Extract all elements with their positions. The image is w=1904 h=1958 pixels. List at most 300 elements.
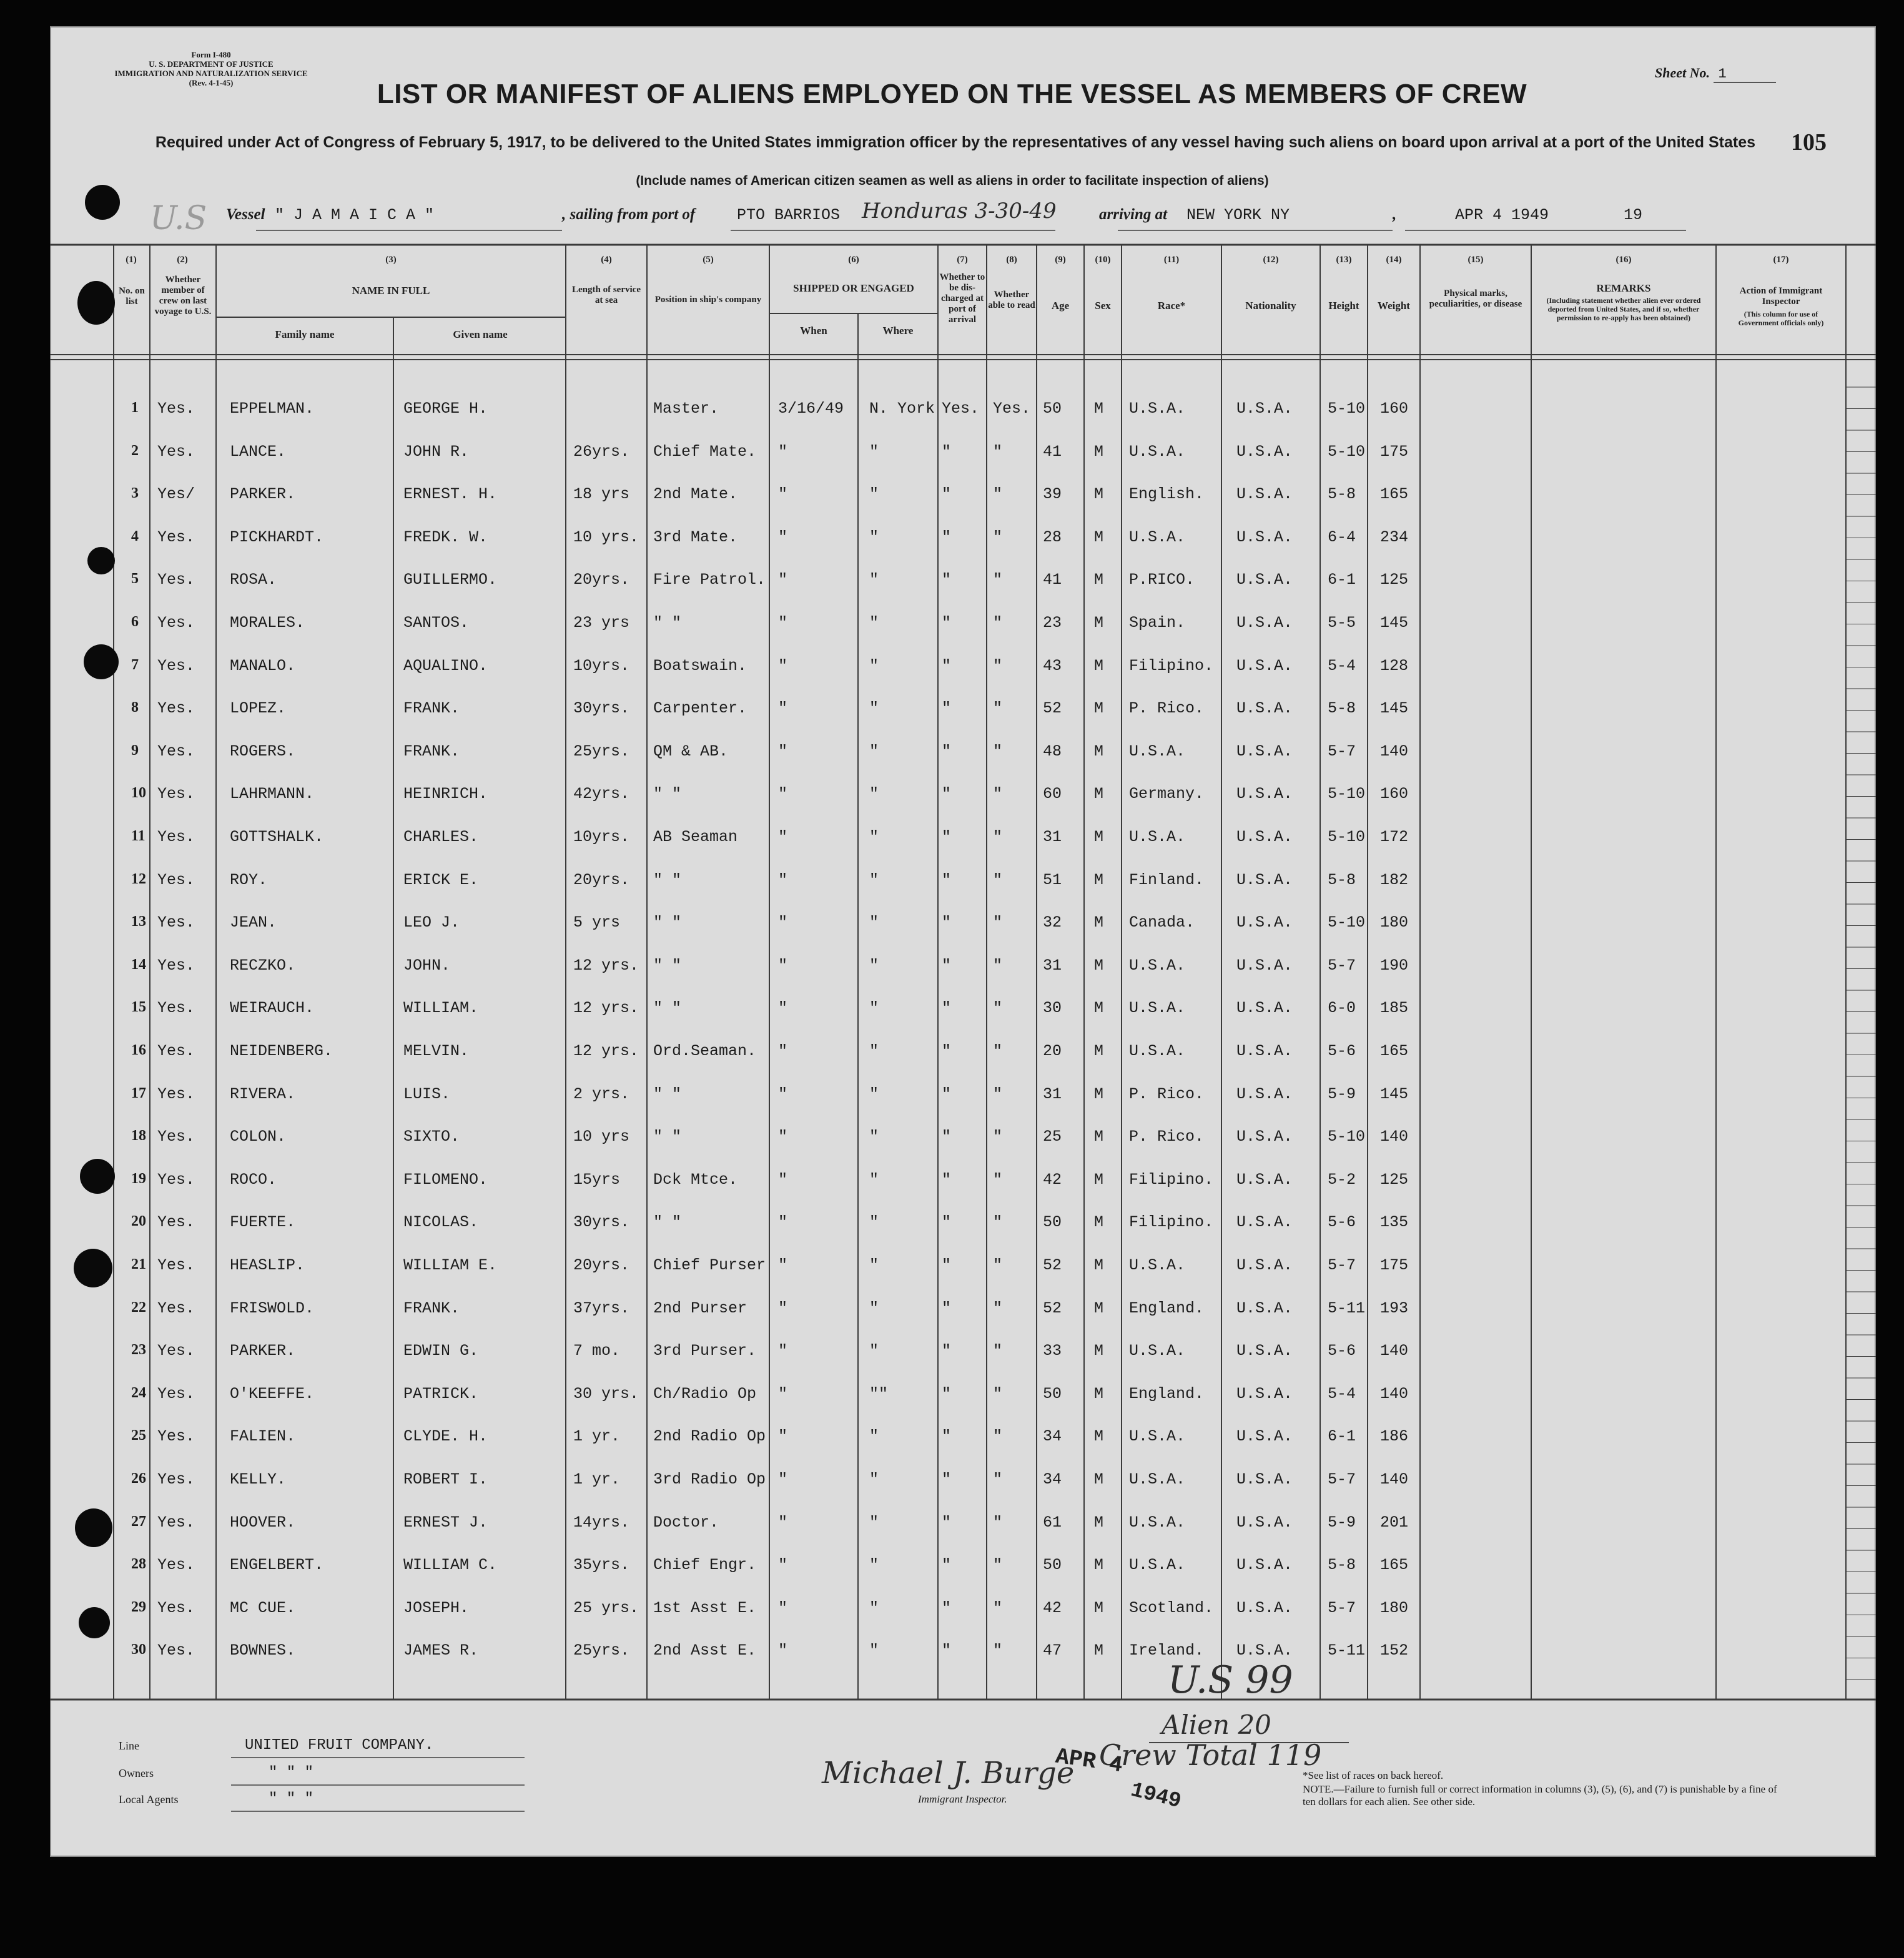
row-sex: M bbox=[1094, 571, 1104, 589]
row-height: 5-9 bbox=[1328, 1085, 1356, 1103]
row-race: Spain. bbox=[1129, 614, 1186, 632]
row-family-name: MANALO. bbox=[230, 656, 296, 675]
row-position: " " bbox=[653, 913, 682, 932]
row-height: 5-6 bbox=[1328, 1042, 1356, 1060]
row-number: 14 bbox=[131, 956, 146, 973]
row-family-name: LAHRMANN. bbox=[230, 785, 315, 804]
row-given-name: CHARLES. bbox=[403, 828, 479, 846]
row-family-name: FUERTE. bbox=[230, 1213, 296, 1232]
vessel-label: Vessel bbox=[226, 206, 265, 223]
row-where: N. York bbox=[869, 400, 935, 418]
colnum-9: (9) bbox=[1055, 255, 1066, 265]
row-number: 13 bbox=[131, 913, 146, 930]
row-sex: M bbox=[1094, 528, 1104, 546]
row-race: U.S.A. bbox=[1129, 1556, 1186, 1575]
row-family-name: FRISWOLD. bbox=[230, 1299, 315, 1317]
agents-label: Local Agents bbox=[119, 1793, 179, 1806]
row-member: Yes. bbox=[157, 1470, 195, 1488]
row-weight: 140 bbox=[1380, 1128, 1409, 1146]
row-able-to-read: " bbox=[993, 1042, 1003, 1060]
row-discharged: " bbox=[942, 1042, 952, 1060]
row-member: Yes. bbox=[157, 999, 195, 1018]
row-height: 5-7 bbox=[1328, 742, 1356, 760]
row-sex: M bbox=[1094, 1470, 1104, 1488]
row-when: " bbox=[778, 1470, 788, 1488]
row-service: 25 yrs. bbox=[573, 1598, 639, 1617]
row-age: 52 bbox=[1043, 1256, 1062, 1274]
row-number: 20 bbox=[131, 1213, 146, 1230]
row-member: Yes. bbox=[157, 1427, 195, 1446]
row-member: Yes. bbox=[157, 1556, 195, 1575]
row-weight: 185 bbox=[1380, 999, 1409, 1018]
row-when: " bbox=[778, 956, 788, 975]
row-nationality: U.S.A. bbox=[1236, 442, 1293, 461]
punch-hole bbox=[74, 1249, 112, 1287]
row-able-to-read: " bbox=[993, 1213, 1003, 1232]
punch-hole bbox=[75, 1508, 112, 1547]
row-able-to-read: " bbox=[993, 614, 1003, 632]
row-when: " bbox=[778, 742, 788, 760]
row-given-name: SIXTO. bbox=[403, 1128, 460, 1146]
row-able-to-read: " bbox=[993, 956, 1003, 975]
row-discharged: " bbox=[942, 1085, 952, 1103]
row-weight: 180 bbox=[1380, 1598, 1409, 1617]
row-age: 52 bbox=[1043, 1299, 1062, 1317]
row-race: England. bbox=[1129, 1299, 1205, 1317]
row-able-to-read: " bbox=[993, 913, 1003, 932]
row-member: Yes. bbox=[157, 1042, 195, 1060]
row-discharged: " bbox=[942, 999, 952, 1018]
row-where: " bbox=[869, 656, 879, 675]
row-number: 30 bbox=[131, 1641, 146, 1658]
row-given-name: JOHN. bbox=[403, 956, 451, 975]
row-race: U.S.A. bbox=[1129, 1513, 1186, 1532]
row-member: Yes. bbox=[157, 742, 195, 760]
row-able-to-read: " bbox=[993, 1641, 1003, 1660]
row-weight: 234 bbox=[1380, 528, 1409, 546]
required-notice: Required under Act of Congress of February 5, 1917, to be delivered to the United States immigration officer by the representatives of any vessel having such aliens on board upon arrival at a port of the United States bbox=[155, 134, 1756, 151]
row-discharged: " bbox=[942, 442, 952, 461]
row-family-name: LOPEZ. bbox=[230, 699, 287, 718]
row-position: Dck Mtce. bbox=[653, 1170, 738, 1189]
row-weight: 165 bbox=[1380, 485, 1409, 504]
row-nationality: U.S.A. bbox=[1236, 828, 1293, 846]
row-sex: M bbox=[1094, 699, 1104, 718]
row-when: " bbox=[778, 1042, 788, 1060]
row-race: English. bbox=[1129, 485, 1205, 504]
row-nationality: U.S.A. bbox=[1236, 614, 1293, 632]
row-age: 60 bbox=[1043, 785, 1062, 804]
row-race: U.S.A. bbox=[1129, 528, 1186, 546]
agents-value: " " " bbox=[269, 1791, 314, 1808]
row-position: Master. bbox=[653, 400, 719, 418]
row-height: 5-8 bbox=[1328, 699, 1356, 718]
header-weight: Weight bbox=[1378, 300, 1410, 312]
row-sex: M bbox=[1094, 828, 1104, 846]
row-nationality: U.S.A. bbox=[1236, 1427, 1293, 1446]
row-weight: 201 bbox=[1380, 1513, 1409, 1532]
punch-hole bbox=[87, 547, 115, 574]
row-weight: 172 bbox=[1380, 828, 1409, 846]
row-nationality: U.S.A. bbox=[1236, 656, 1293, 675]
row-given-name: ERNEST J. bbox=[403, 1513, 488, 1532]
row-age: 34 bbox=[1043, 1427, 1062, 1446]
row-member: Yes. bbox=[157, 1213, 195, 1232]
row-age: 30 bbox=[1043, 999, 1062, 1018]
row-discharged: " bbox=[942, 614, 952, 632]
row-discharged: " bbox=[942, 1470, 952, 1488]
row-age: 39 bbox=[1043, 485, 1062, 504]
row-age: 31 bbox=[1043, 956, 1062, 975]
colnum-11: (11) bbox=[1163, 255, 1180, 265]
row-nationality: U.S.A. bbox=[1236, 1085, 1293, 1103]
row-service: 12 yrs. bbox=[573, 1042, 639, 1060]
punch-hole bbox=[80, 1159, 115, 1194]
row-family-name: FALIEN. bbox=[230, 1427, 296, 1446]
row-weight: 128 bbox=[1380, 656, 1409, 675]
row-sex: M bbox=[1094, 1342, 1104, 1360]
row-family-name: NEIDENBERG. bbox=[230, 1042, 333, 1060]
row-sex: M bbox=[1094, 1598, 1104, 1617]
punch-hole bbox=[77, 281, 115, 325]
row-where: " bbox=[869, 442, 879, 461]
row-sex: M bbox=[1094, 956, 1104, 975]
sheet-value: 1 bbox=[1718, 66, 1727, 82]
row-sex: M bbox=[1094, 1556, 1104, 1575]
row-age: 52 bbox=[1043, 699, 1062, 718]
row-height: 5-10 bbox=[1328, 785, 1366, 804]
row-nationality: U.S.A. bbox=[1236, 1213, 1293, 1232]
row-when: " bbox=[778, 528, 788, 546]
row-when: " bbox=[778, 828, 788, 846]
row-when: " bbox=[778, 1256, 788, 1274]
row-when: " bbox=[778, 1556, 788, 1575]
row-sex: M bbox=[1094, 1427, 1104, 1446]
row-service: 20yrs. bbox=[573, 571, 630, 589]
row-given-name: MELVIN. bbox=[403, 1042, 470, 1060]
row-height: 5-6 bbox=[1328, 1342, 1356, 1360]
row-nationality: U.S.A. bbox=[1236, 956, 1293, 975]
row-nationality: U.S.A. bbox=[1236, 870, 1293, 889]
row-sex: M bbox=[1094, 1641, 1104, 1660]
row-family-name: RECZKO. bbox=[230, 956, 296, 975]
row-given-name: NICOLAS. bbox=[403, 1213, 479, 1232]
row-number: 24 bbox=[131, 1384, 146, 1401]
row-family-name: PICKHARDT. bbox=[230, 528, 324, 546]
row-where: " bbox=[869, 828, 879, 846]
header-remarks-sub: (Including statement whether alien ever ordered deported from United States, and if so, whether permission to re-apply has been obtained) bbox=[1546, 296, 1701, 322]
header-given-name: Given name bbox=[453, 328, 508, 340]
row-service: 18 yrs bbox=[573, 485, 630, 504]
row-given-name: HEINRICH. bbox=[403, 785, 488, 804]
row-member: Yes. bbox=[157, 614, 195, 632]
row-nationality: U.S.A. bbox=[1236, 1170, 1293, 1189]
row-age: 50 bbox=[1043, 400, 1062, 418]
row-age: 28 bbox=[1043, 528, 1062, 546]
row-race: U.S.A. bbox=[1129, 956, 1186, 975]
colnum-5: (5) bbox=[703, 255, 714, 265]
row-height: 5-10 bbox=[1328, 828, 1366, 846]
row-number: 8 bbox=[131, 699, 139, 716]
row-age: 47 bbox=[1043, 1641, 1062, 1660]
row-position: Ch/Radio Op bbox=[653, 1384, 757, 1403]
row-age: 34 bbox=[1043, 1470, 1062, 1488]
row-number: 23 bbox=[131, 1342, 146, 1359]
row-family-name: O'KEEFFE. bbox=[230, 1384, 315, 1403]
row-number: 17 bbox=[131, 1085, 146, 1101]
sheet-label: Sheet No. bbox=[1655, 65, 1710, 81]
row-given-name: LEO J. bbox=[403, 913, 460, 932]
row-position: Doctor. bbox=[653, 1513, 719, 1532]
row-discharged: " bbox=[942, 528, 952, 546]
row-height: 5-7 bbox=[1328, 1598, 1356, 1617]
row-sex: M bbox=[1094, 913, 1104, 932]
row-sex: M bbox=[1094, 870, 1104, 889]
header-discharged: Whether to be dis-charged at port of arrival bbox=[939, 272, 985, 325]
punch-hole bbox=[85, 185, 120, 220]
row-when: " bbox=[778, 870, 788, 889]
colnum-2: (2) bbox=[177, 255, 188, 265]
row-height: 6-1 bbox=[1328, 1427, 1356, 1446]
row-member: Yes. bbox=[157, 1641, 195, 1660]
race-note: *See list of races on back hereof. bbox=[1303, 1769, 1444, 1781]
row-when: " bbox=[778, 913, 788, 932]
row-given-name: CLYDE. H. bbox=[403, 1427, 488, 1446]
inspector-label: Immigrant Inspector. bbox=[918, 1793, 1007, 1805]
row-age: 41 bbox=[1043, 571, 1062, 589]
row-number: 10 bbox=[131, 785, 146, 802]
row-service: 37yrs. bbox=[573, 1299, 630, 1317]
row-when: " bbox=[778, 485, 788, 504]
row-given-name: GEORGE H. bbox=[403, 400, 488, 418]
row-race: U.S.A. bbox=[1129, 1427, 1186, 1446]
row-when: " bbox=[778, 1598, 788, 1617]
row-weight: 140 bbox=[1380, 742, 1409, 760]
row-discharged: " bbox=[942, 1598, 952, 1617]
row-weight: 140 bbox=[1380, 1470, 1409, 1488]
row-discharged: " bbox=[942, 1128, 952, 1146]
row-discharged: " bbox=[942, 571, 952, 589]
arriving-label: arriving at bbox=[1099, 206, 1168, 223]
row-service: 10 yrs. bbox=[573, 528, 639, 546]
row-given-name: GUILLERMO. bbox=[403, 571, 498, 589]
row-nationality: U.S.A. bbox=[1236, 1641, 1293, 1660]
row-able-to-read: " bbox=[993, 1085, 1003, 1103]
row-race: U.S.A. bbox=[1129, 400, 1186, 418]
row-age: 42 bbox=[1043, 1170, 1062, 1189]
row-race: P. Rico. bbox=[1129, 1085, 1205, 1103]
row-nationality: U.S.A. bbox=[1236, 400, 1293, 418]
colnum-15: (15) bbox=[1467, 255, 1484, 265]
row-able-to-read: " bbox=[993, 699, 1003, 718]
row-where: " bbox=[869, 1641, 879, 1660]
owners-label: Owners bbox=[119, 1767, 154, 1779]
row-given-name: WILLIAM E. bbox=[403, 1256, 498, 1274]
row-family-name: ROCO. bbox=[230, 1170, 277, 1189]
service: IMMIGRATION AND NATURALIZATION SERVICE bbox=[114, 69, 308, 78]
row-discharged: " bbox=[942, 956, 952, 975]
row-when: " bbox=[778, 785, 788, 804]
row-sex: M bbox=[1094, 1128, 1104, 1146]
header-where: Where bbox=[882, 325, 914, 337]
row-number: 7 bbox=[131, 656, 139, 673]
row-service: 2 yrs. bbox=[573, 1085, 630, 1103]
row-height: 5-9 bbox=[1328, 1513, 1356, 1532]
row-where: " bbox=[869, 614, 879, 632]
row-height: 5-4 bbox=[1328, 656, 1356, 675]
row-position: 3rd Radio Op bbox=[653, 1470, 766, 1488]
row-discharged: " bbox=[942, 913, 952, 932]
header-whether-member: Whether member of crew on last voyage to U.S. bbox=[154, 275, 212, 317]
row-able-to-read: " bbox=[993, 1256, 1003, 1274]
row-race: Scotland. bbox=[1129, 1598, 1214, 1617]
row-weight: 190 bbox=[1380, 956, 1409, 975]
colnum-1: (1) bbox=[126, 255, 137, 265]
row-member: Yes. bbox=[157, 1085, 195, 1103]
stamp-date-1: APR 4 bbox=[1053, 1743, 1125, 1779]
row-family-name: COLON. bbox=[230, 1128, 287, 1146]
arriving-port: NEW YORK NY bbox=[1186, 206, 1290, 224]
row-sex: M bbox=[1094, 400, 1104, 418]
row-member: Yes. bbox=[157, 1170, 195, 1189]
row-position: Chief Mate. bbox=[653, 442, 757, 461]
row-given-name: LUIS. bbox=[403, 1085, 451, 1103]
row-service: 7 mo. bbox=[573, 1342, 621, 1360]
row-height: 5-7 bbox=[1328, 1256, 1356, 1274]
row-when: " bbox=[778, 999, 788, 1018]
row-age: 41 bbox=[1043, 442, 1062, 461]
row-member: Yes/ bbox=[157, 485, 195, 504]
row-sex: M bbox=[1094, 999, 1104, 1018]
colnum-12: (12) bbox=[1263, 255, 1279, 265]
row-nationality: U.S.A. bbox=[1236, 999, 1293, 1018]
row-weight: 175 bbox=[1380, 1256, 1409, 1274]
row-number: 5 bbox=[131, 571, 139, 588]
form-number: Form I-480 bbox=[191, 50, 231, 59]
row-height: 5-11 bbox=[1328, 1299, 1366, 1317]
row-nationality: U.S.A. bbox=[1236, 1384, 1293, 1403]
row-discharged: " bbox=[942, 1170, 952, 1189]
row-height: 6-4 bbox=[1328, 528, 1356, 546]
row-service: 10yrs. bbox=[573, 656, 630, 675]
row-race: Ireland. bbox=[1129, 1641, 1205, 1660]
row-service: 10 yrs bbox=[573, 1128, 630, 1146]
department: U. S. DEPARTMENT OF JUSTICE bbox=[149, 59, 274, 69]
row-weight: 165 bbox=[1380, 1556, 1409, 1575]
row-weight: 193 bbox=[1380, 1299, 1409, 1317]
row-service: 12 yrs. bbox=[573, 956, 639, 975]
row-race: England. bbox=[1129, 1384, 1205, 1403]
row-position: " " bbox=[653, 870, 682, 889]
row-position: " " bbox=[653, 785, 682, 804]
row-nationality: U.S.A. bbox=[1236, 699, 1293, 718]
row-nationality: U.S.A. bbox=[1236, 1598, 1293, 1617]
row-family-name: LANCE. bbox=[230, 442, 287, 461]
row-able-to-read: " bbox=[993, 1170, 1003, 1189]
line-underline bbox=[231, 1757, 525, 1758]
alien-count: Alien 20 bbox=[1162, 1710, 1271, 1740]
row-member: Yes. bbox=[157, 913, 195, 932]
row-position: Chief Purser bbox=[653, 1256, 766, 1274]
row-service: 25yrs. bbox=[573, 742, 630, 760]
row-able-to-read: " bbox=[993, 528, 1003, 546]
row-discharged: " bbox=[942, 742, 952, 760]
row-race: U.S.A. bbox=[1129, 1470, 1186, 1488]
row-number: 15 bbox=[131, 999, 146, 1016]
row-number: 12 bbox=[131, 870, 146, 887]
row-weight: 165 bbox=[1380, 1042, 1409, 1060]
row-race: Finland. bbox=[1129, 870, 1205, 889]
row-weight: 140 bbox=[1380, 1384, 1409, 1403]
row-position: Chief Engr. bbox=[653, 1556, 757, 1575]
row-able-to-read: " bbox=[993, 485, 1003, 504]
row-where: " bbox=[869, 1342, 879, 1360]
row-number: 21 bbox=[131, 1256, 146, 1272]
row-nationality: U.S.A. bbox=[1236, 571, 1293, 589]
row-number: 4 bbox=[131, 528, 139, 544]
row-sex: M bbox=[1094, 1513, 1104, 1532]
row-member: Yes. bbox=[157, 442, 195, 461]
row-when: " bbox=[778, 1085, 788, 1103]
page-stamp-number: 105 bbox=[1791, 129, 1827, 155]
row-position: 1st Asst E. bbox=[653, 1598, 757, 1617]
row-discharged: " bbox=[942, 699, 952, 718]
row-service: 1 yr. bbox=[573, 1427, 621, 1446]
punch-hole bbox=[84, 644, 119, 679]
row-age: 48 bbox=[1043, 742, 1062, 760]
row-sex: M bbox=[1094, 1299, 1104, 1317]
row-age: 51 bbox=[1043, 870, 1062, 889]
row-discharged: " bbox=[942, 1342, 952, 1360]
row-given-name: ROBERT I. bbox=[403, 1470, 488, 1488]
colnum-10: (10) bbox=[1095, 255, 1111, 265]
row-service: 30yrs. bbox=[573, 699, 630, 718]
sailing-label: , sailing from port of bbox=[562, 206, 696, 223]
row-sex: M bbox=[1094, 1170, 1104, 1189]
row-when: " bbox=[778, 1170, 788, 1189]
row-discharged: " bbox=[942, 1384, 952, 1403]
row-age: 31 bbox=[1043, 828, 1062, 846]
row-height: 5-6 bbox=[1328, 1213, 1356, 1232]
row-race: U.S.A. bbox=[1129, 1256, 1186, 1274]
row-family-name: ROSA. bbox=[230, 571, 277, 589]
colnum-13: (13) bbox=[1336, 255, 1352, 265]
include-notice: (Include names of American citizen seamen as well as aliens in order to facilitate inspection of aliens) bbox=[636, 174, 1269, 188]
row-height: 5-10 bbox=[1328, 400, 1366, 418]
us-mark: U.S bbox=[150, 200, 207, 237]
row-service: 14yrs. bbox=[573, 1513, 630, 1532]
row-position: QM & AB. bbox=[653, 742, 729, 760]
row-height: 5-8 bbox=[1328, 870, 1356, 889]
row-weight: 125 bbox=[1380, 1170, 1409, 1189]
row-given-name: ERICK E. bbox=[403, 870, 479, 889]
row-age: 32 bbox=[1043, 913, 1062, 932]
row-given-name: FRANK. bbox=[403, 742, 460, 760]
row-member: Yes. bbox=[157, 1384, 195, 1403]
row-race: P. Rico. bbox=[1129, 699, 1205, 718]
row-able-to-read: " bbox=[993, 1342, 1003, 1360]
colnum-16: (16) bbox=[1615, 255, 1632, 265]
row-member: Yes. bbox=[157, 571, 195, 589]
row-race: Filipino. bbox=[1129, 1213, 1214, 1232]
row-age: 23 bbox=[1043, 614, 1062, 632]
colnum-6: (6) bbox=[848, 255, 859, 265]
row-number: 16 bbox=[131, 1042, 146, 1058]
row-given-name: JAMES R. bbox=[403, 1641, 479, 1660]
vessel-line: U.S Vessel " J A M A I C A " , sailing from port of PTO BARRIOS Honduras 3-30-49 arriving at NEW YORK NY , APR 4 1949 19 bbox=[150, 199, 1643, 237]
row-where: " bbox=[869, 1128, 879, 1146]
row-height: 6-0 bbox=[1328, 999, 1356, 1018]
